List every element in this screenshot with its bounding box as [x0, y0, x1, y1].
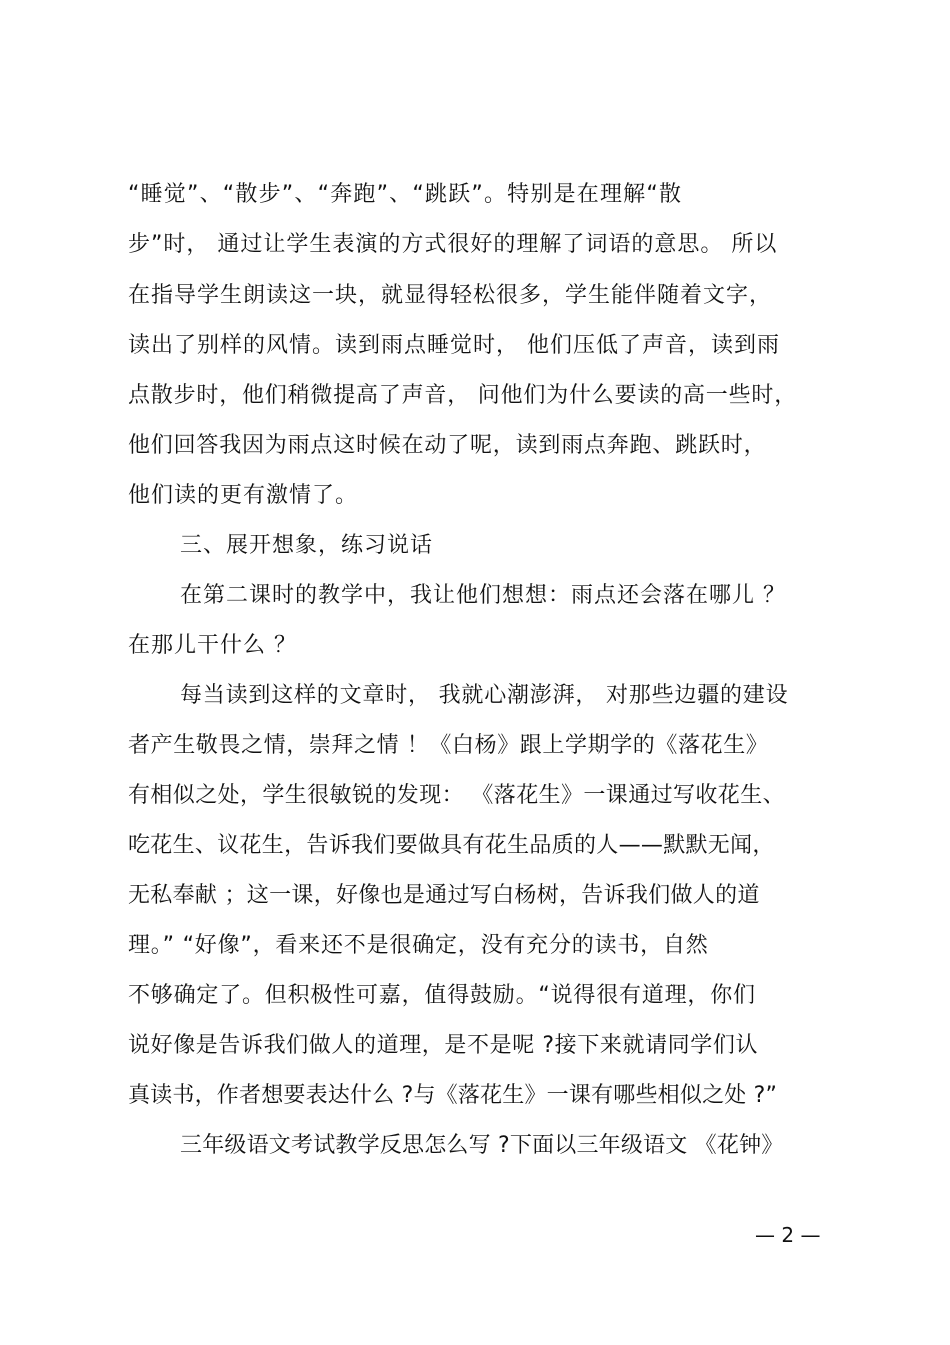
page-number: — 2 —: [755, 1223, 821, 1247]
paragraph-line: 读出了别样的风情。读到雨点睡觉时， 他们压低了声音，读到雨: [128, 333, 780, 358]
paragraph-line: 每当读到这样的文章时， 我就心潮澎湃， 对那些边疆的建设: [180, 683, 789, 708]
paragraph-line: 有相似之处，学生很敏锐的发现： 《落花生》一课通过写收花生、: [128, 783, 785, 808]
paragraph-line: 说好像是告诉我们做人的道理，是不是呢 ?接下来就请同学们认: [128, 1033, 759, 1058]
paragraph-line: 步”时， 通过让学生表演的方式很好的理解了词语的意思。 所以: [128, 232, 778, 257]
paragraph-line: 他们读的更有激情了。: [128, 483, 359, 508]
paragraph-line: 他们回答我因为雨点这时候在动了呢，读到雨点奔跑、跳跃时，: [128, 433, 767, 458]
paragraph-line: 者产生敬畏之情，崇拜之情 ！《白杨》跟上学期学的《落花生》: [128, 733, 769, 758]
paragraph-line: 理。” “好像”，看来还不是很确定，没有充分的读书，自然: [128, 933, 709, 958]
paragraph-line: 无私奉献 ；这一课，好像也是通过写白杨树，告诉我们做人的道: [128, 883, 760, 908]
paragraph-line: 吃花生、议花生，告诉我们要做具有花生品质的人——默默无闻，: [128, 833, 775, 858]
paragraph-line: 真读书，作者想要表达什么 ?与《落花生》一课有哪些相似之处 ?”: [128, 1083, 778, 1108]
paragraph-line: 点散步时，他们稍微提高了声音， 问他们为什么要读的高一些时，: [128, 383, 797, 408]
paragraph-line: 在第二课时的教学中，我让他们想想：雨点还会落在哪儿 ？: [180, 583, 786, 608]
paragraph-line: 不够确定了。但积极性可嘉，值得鼓励。“说得很有道理，你们: [128, 983, 756, 1008]
paragraph-line: 三年级语文考试教学反思怎么写 ?下面以三年级语文 《花钟》: [180, 1133, 784, 1158]
section-heading: 三、展开想象，练习说话: [180, 533, 434, 558]
paragraph-line: 在指导学生朗读这一块，就显得轻松很多，学生能伴随着文字，: [128, 283, 773, 308]
paragraph-line: “睡觉”、“散步”、“奔跑”、“跳跃”。特别是在理解“散: [128, 182, 683, 207]
paragraph-line: 在那儿干什么 ？: [128, 633, 297, 658]
